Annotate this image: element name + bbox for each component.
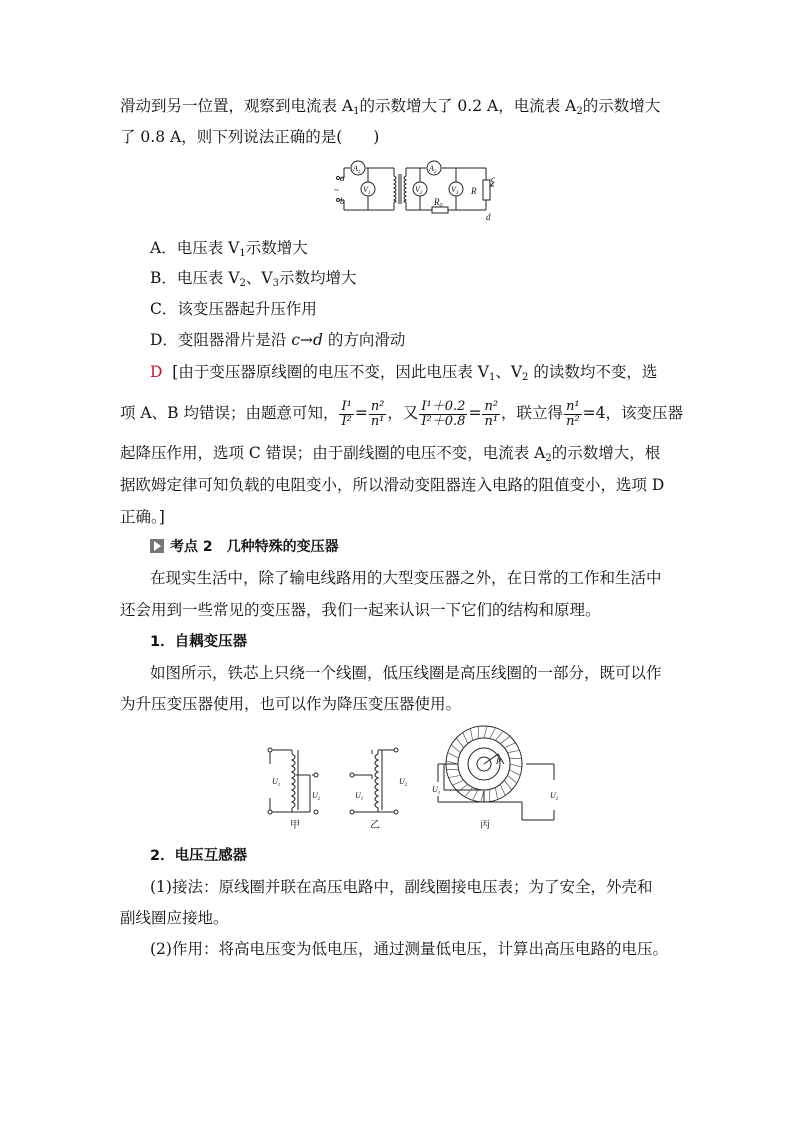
- figure-label-bing: 丙: [480, 820, 490, 831]
- subsection-voltage-transformer: 2．电压互感器: [150, 848, 248, 864]
- toroid-winding-turn: [504, 743, 515, 748]
- toroid-winding-turn: [470, 729, 472, 741]
- fraction-current-change: $\frac{\text{I¹＋0.2}}{\text{I²＋0.8}}$: [421, 398, 466, 429]
- answer-line-3: 起降压作用，选项 C 错误；由于副线圈的电压不变，电流表 $A_2$的示数增大，根: [120, 444, 661, 464]
- figure-label-jia: 甲: [290, 820, 300, 831]
- resistor-r-label: R: [471, 186, 477, 196]
- toroid-winding-turn: [456, 738, 463, 748]
- voltage-transformer-para-2: 副线圈应接地。: [120, 909, 229, 927]
- voltmeter-v1-label: $V_1$: [363, 185, 371, 196]
- label-u1-bing: $U_1$: [432, 785, 441, 796]
- ammeter-a1-label: $A_1$: [353, 164, 361, 175]
- section-heading: 考点 2 几种特殊的变压器: [150, 537, 710, 557]
- voltage-transformer-para-1: (1)接法：原线圈并联在高压电路中，副线圈接电压表；为了安全，外壳和: [150, 878, 653, 896]
- section-intro-2: 还会用到一些常见的变压器，我们一起来认识一下它们的结构和原理。: [120, 601, 601, 619]
- toroid-winding-turn: [495, 731, 503, 740]
- option-a: A．电压表 $V_1$示数增大: [150, 239, 308, 259]
- option-c: C．该变压器起升压作用: [150, 300, 317, 318]
- autotransformer-figures: [262, 724, 572, 832]
- option-d: D．变阻器滑片是沿 c→d 的方向滑动: [150, 331, 406, 349]
- label-u2-yi: $U_2$: [399, 777, 408, 788]
- problem-line-2: 了 0.8 A，则下列说法正确的是( ): [120, 128, 380, 146]
- toroid-winding-turn: [451, 745, 460, 753]
- label-p-bing: P: [496, 757, 501, 766]
- voltmeter-v2-label: $V_2$: [415, 185, 423, 196]
- toroid-winding-turn: [507, 750, 519, 752]
- fraction-i1-i2: $\frac{\text{I¹}}{\text{I²}}$: [341, 398, 352, 429]
- answer-line-2: 项 A、B 均错误；由题意可知， $\frac{\text{I¹}}{\text{I²}}$ = $\frac{\text{n²}}{\text{n¹}}$ ，又 $\frac{\text{I¹＋0.2}}{\text{I²＋0.8}}$ = $\frac{\text{n²}}{\text{n¹}}$ ，联立得 $\frac{\text{n¹}}{\text{n²}}$ =4，该变压器: [120, 398, 684, 429]
- terminal-b: b: [340, 196, 345, 206]
- toroid-winding-turn: [490, 728, 496, 739]
- toroid-winding-turn: [509, 770, 520, 776]
- label-u1-jia: $U_1$: [272, 777, 281, 788]
- terminal-a: a: [340, 173, 345, 183]
- toroid-winding-turn: [473, 789, 479, 800]
- toroid-winding-turn: [452, 780, 463, 785]
- resistor-r0-label: $R_0$: [434, 197, 443, 209]
- terminal-c: c: [491, 174, 495, 184]
- label-u2-jia: $U_2$: [312, 791, 321, 802]
- terminal-d: d: [486, 212, 491, 222]
- answer-letter: D: [150, 363, 163, 381]
- toroid-winding-turn: [507, 775, 516, 783]
- voltage-transformer-para-3: (2)作用：将高电压变为低电压，通过测量低电压，计算出高压电路的电压。: [150, 940, 668, 958]
- toroid-winding-turn: [510, 764, 522, 767]
- figure-label-yi: 乙: [370, 820, 380, 831]
- toroid-winding-turn: [495, 787, 497, 799]
- autotransformer-para-2: 为升压变压器使用，也可以作为降压变压器使用。: [120, 695, 462, 713]
- ac-source-symbol: ~: [334, 185, 339, 195]
- voltmeter-v3-label: $V_3$: [451, 185, 459, 196]
- toroid-winding-turn: [465, 787, 473, 796]
- fraction-n2-n1: $\frac{\text{n²}}{\text{n¹}}$: [370, 398, 385, 429]
- toroid-winding-turn: [448, 753, 459, 759]
- toroid-winding-turn: [484, 726, 487, 738]
- ammeter-a2-label: $A_2$: [429, 164, 437, 175]
- toroid-winding-turn: [458, 784, 468, 791]
- transformer-circuit-figure: [328, 156, 500, 222]
- toroid-winding-turn: [500, 784, 505, 795]
- autotransformer-para-1: 如图所示，铁芯上只绕一个线圈，低压线圈是高压线圈的一部分，既可以作: [150, 664, 662, 682]
- toroid-winding-turn: [449, 775, 461, 777]
- label-u2-bing: $U_2$: [550, 791, 559, 802]
- answer-line-5: 正确。]: [120, 508, 165, 526]
- fraction-n2-n1-b: $\frac{\text{n²}}{\text{n¹}}$: [484, 398, 499, 429]
- toroid-winding-turn: [504, 780, 511, 790]
- label-u1-yi: $U_1$: [355, 791, 364, 802]
- answer-line-1: D [由于变压器原线圈的电压不变，因此电压表 $V_1$、$V_2$ 的读数均不变，选: [150, 363, 658, 383]
- option-b: B．电压表 $V_2$、$V_3$示数均增大: [150, 269, 357, 289]
- section-intro-1: 在现实生活中，除了输电线路用的大型变压器之外，在日常的工作和生活中: [150, 569, 662, 587]
- fraction-n1-n2: $\frac{\text{n¹}}{\text{n²}}$: [566, 398, 580, 429]
- toroid-winding-turn: [463, 732, 468, 743]
- problem-line-1: 滑动到另一位置，观察到电流表 $A_1$的示数增大了 0.2 A，电流表 $A_2$的示数增大: [120, 97, 661, 117]
- play-triangle-icon: [150, 539, 164, 553]
- subsection-autotransformer: 1．自耦变压器: [150, 634, 248, 650]
- answer-line-4: 据欧姆定律可知负载的电阻变小，所以滑动变阻器连入电路的阻值变小，选项 D: [120, 476, 665, 494]
- toroid-winding-turn: [500, 736, 510, 743]
